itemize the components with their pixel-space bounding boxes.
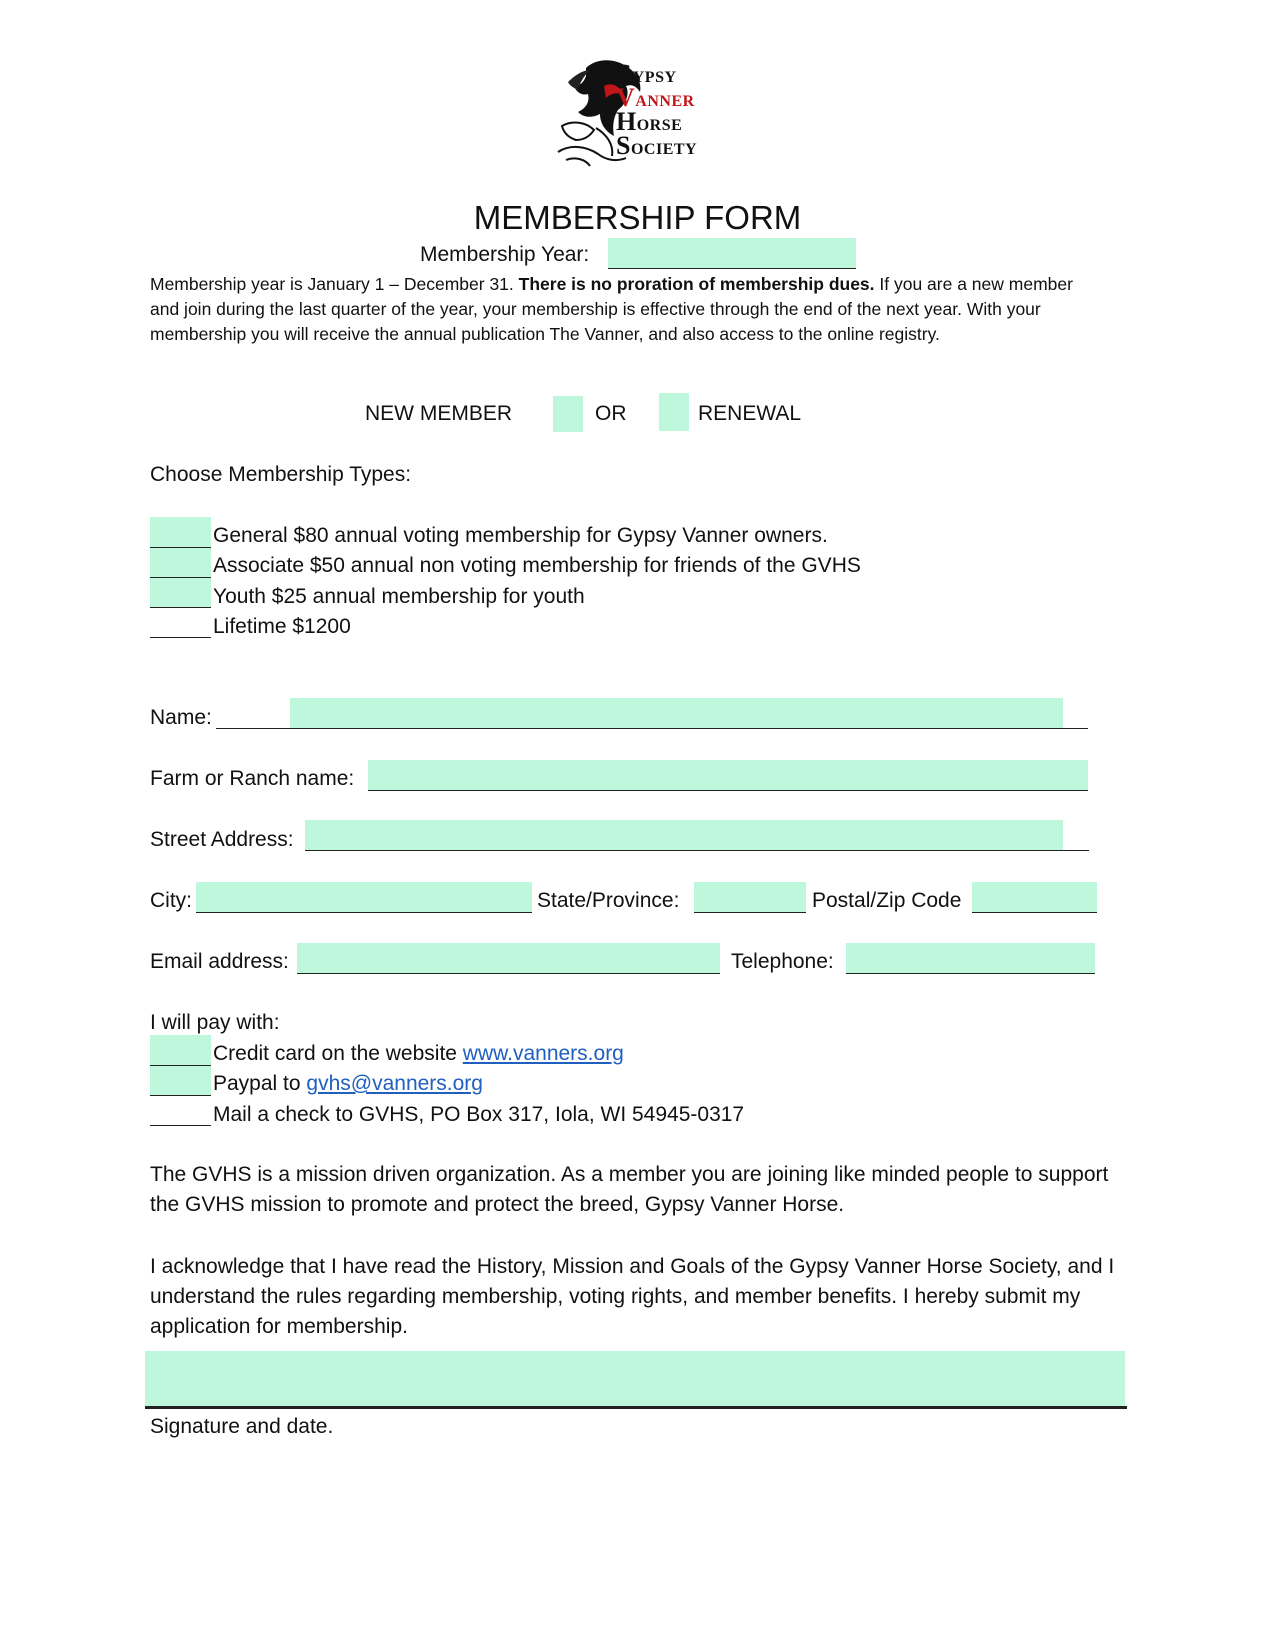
- pay-paypal-label: Paypal to gvhs@vanners.org: [213, 1072, 483, 1095]
- or-label: OR: [595, 402, 627, 425]
- mission-paragraph: The GVHS is a mission driven organization. As a member you are joining like minded people to support the GVHS mission to promote and protect the breed, Gypsy Vanner Horse.: [150, 1163, 1109, 1216]
- email-input[interactable]: [297, 943, 720, 974]
- intro-bold: There is no proration of membership dues.: [518, 274, 875, 294]
- membership-types-heading: Choose Membership Types:: [150, 463, 412, 486]
- membership-year-label: Membership Year:: [420, 243, 590, 266]
- logo-line-4: SOCIETY: [616, 131, 698, 160]
- state-label: State/Province:: [537, 889, 680, 912]
- logo-line-3: HORSE: [616, 107, 683, 136]
- type-youth-label: Youth $25 annual membership for youth: [213, 585, 585, 608]
- street-underline: [305, 850, 1089, 851]
- intro-text-1: Membership year is January 1 – December 31.: [150, 274, 519, 294]
- city-label: City:: [150, 889, 192, 912]
- pay-credit-checkbox[interactable]: [150, 1035, 211, 1066]
- telephone-label: Telephone:: [731, 950, 834, 973]
- type-lifetime-label: Lifetime $1200: [213, 615, 351, 638]
- intro-paragraph: [150, 272, 1100, 347]
- signature-input[interactable]: [145, 1351, 1125, 1406]
- new-member-checkbox[interactable]: [553, 396, 583, 432]
- new-member-label: NEW MEMBER: [365, 402, 512, 425]
- zip-input[interactable]: [972, 882, 1097, 913]
- street-input[interactable]: [305, 820, 1063, 850]
- type-associate-checkbox[interactable]: [150, 548, 211, 578]
- email-label: Email address:: [150, 950, 289, 973]
- pay-check-label: Mail a check to GVHS, PO Box 317, Iola, WI 54945-0317: [213, 1103, 745, 1126]
- farm-input[interactable]: [368, 760, 1088, 791]
- city-input[interactable]: [196, 882, 532, 913]
- type-associate-label: Associate $50 annual non voting membership for friends of the GVHS: [213, 554, 861, 577]
- name-label: Name:: [150, 706, 212, 729]
- type-lifetime-checkbox[interactable]: [150, 637, 211, 638]
- membership-year-field[interactable]: [608, 238, 856, 269]
- farm-label: Farm or Ranch name:: [150, 767, 355, 790]
- renewal-label: RENEWAL: [698, 402, 802, 425]
- page-title: MEMBERSHIP FORM: [473, 199, 802, 236]
- website-link[interactable]: www.vanners.org: [462, 1042, 624, 1065]
- paypal-email-link[interactable]: gvhs@vanners.org: [306, 1072, 483, 1095]
- type-youth-checkbox[interactable]: [150, 578, 211, 608]
- signature-label: Signature and date.: [150, 1415, 334, 1438]
- gvhs-logo: [556, 56, 731, 168]
- type-general-checkbox[interactable]: [150, 517, 211, 548]
- acknowledgement-paragraph: I acknowledge that I have read the History, Mission and Goals of the Gypsy Vanner Horse Society, and I understand the rules regarding membership, voting rights, and member benefits. I hereby submit my application for membership.: [150, 1255, 1115, 1338]
- telephone-input[interactable]: [846, 943, 1095, 974]
- name-input[interactable]: [290, 698, 1063, 728]
- logo-line-2: VANNER: [616, 83, 695, 112]
- street-label: Street Address:: [150, 828, 294, 851]
- signature-line: [145, 1406, 1127, 1409]
- logo-line-1: GYPSY: [612, 59, 677, 88]
- pay-check-checkbox[interactable]: [150, 1125, 211, 1126]
- zip-label: Postal/Zip Code: [812, 889, 962, 912]
- state-input[interactable]: [694, 882, 806, 913]
- type-general-label: General $80 annual voting membership for Gypsy Vanner owners.: [213, 524, 828, 547]
- payment-heading: I will pay with:: [150, 1011, 280, 1034]
- pay-credit-label: Credit card on the website www.vanners.org: [213, 1042, 624, 1065]
- renewal-checkbox[interactable]: [659, 393, 689, 431]
- intro-text-2: If you are a new member and join during the last quarter of the year, your membership is effective through the end of the next year. With your membership you will receive the annual publication The Vanner, and also access to the online registry.: [150, 274, 1073, 344]
- name-underline: [216, 728, 1088, 729]
- pay-paypal-checkbox[interactable]: [150, 1066, 211, 1096]
